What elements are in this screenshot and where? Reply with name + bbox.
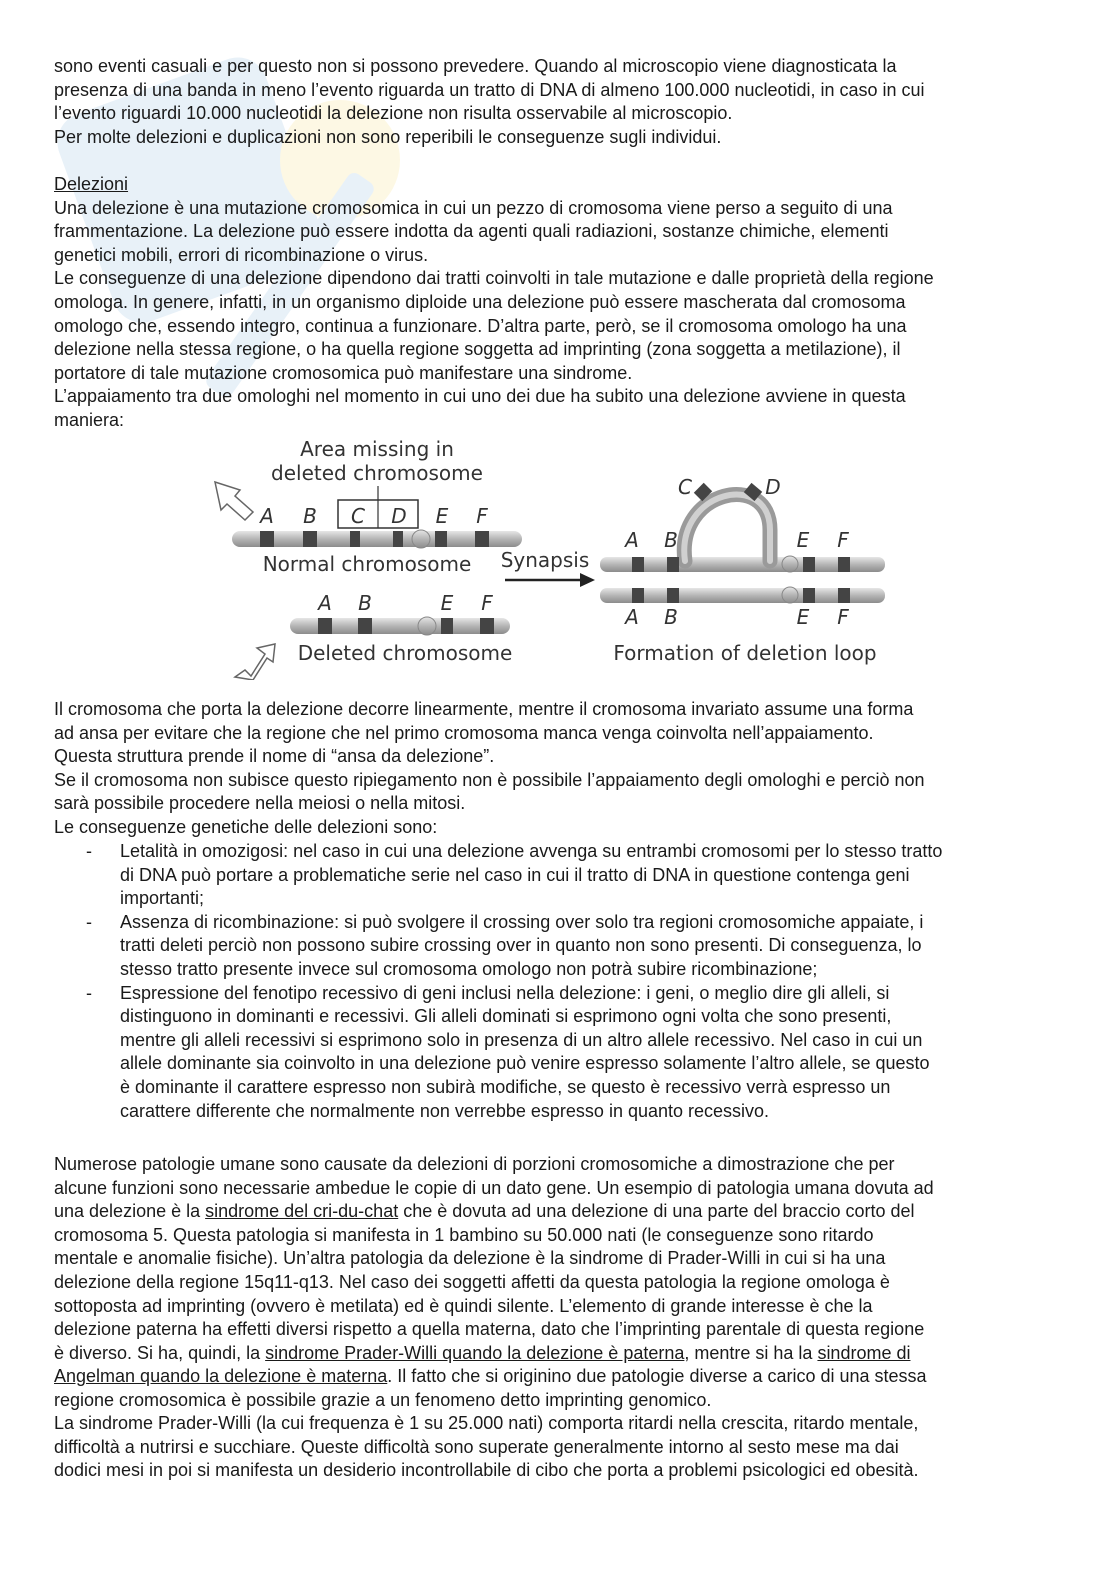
text-line: mentale e anomalie fisiche). Un’altra patologia da delezione è la sindrome di Prader-Willi in cui si ha una [54, 1248, 886, 1269]
list-item [54, 840, 1064, 911]
text-span: che è dovuta ad una delezione di una parte del braccio corto del [398, 1201, 915, 1222]
text-line: L’appaiamento tra due omologhi nel momento in cui uno dei due ha subito una delezione avviene in questa [54, 386, 906, 407]
pair-gene-label-f-bottom: F [837, 605, 849, 629]
pair-gene-label-f-top: F [837, 528, 849, 552]
deletion-loop-figure [205, 430, 905, 680]
text-line: genetici mobili, errori di ricombinazione o virus. [54, 244, 429, 265]
pair-gene-label-e-bottom: E [796, 605, 810, 629]
gene-label-e: E [435, 504, 449, 528]
text-span: , mentre si ha la [684, 1342, 818, 1363]
synapsis-arrow-head [580, 573, 595, 587]
text-line: è dominante il carattere espresso non subirà modifiche, se questo è recessivo verrà espresso un [120, 1076, 891, 1097]
text-line: l’evento riguardi 10.000 nucleotidi la delezione non risulta osservabile al microscopio. [54, 103, 733, 124]
text-line [54, 1200, 1064, 1224]
text-line: mentre gli alleli recessivi si esprimono solo in presenza di un altro allele recessivo. Nel caso in cui un [120, 1029, 923, 1050]
text-line: delezione nella stessa regione, o ha quella regione soggetta ad imprinting (zona soggetta a metilazione), il [54, 339, 901, 360]
loop-explanation [54, 698, 1064, 840]
text-line: distinguono in dominanti e recessivi. Gli alleli dominati si esprimono ogni volta che sono presenti, [120, 1006, 892, 1027]
text-line: importanti; [120, 888, 205, 909]
text-span: una delezione è la [54, 1201, 206, 1222]
text-line: Letalità in omozigosi: nel caso in cui una delezione avvenga su entrambi cromosomi per lo stesso tratto [120, 841, 943, 861]
text-line: stesso tratto presente invece sul cromosoma omologo non potrà subire ricombinazione; [120, 958, 818, 979]
text-line: La sindrome Prader-Willi (la cui frequenza è 1 su 25.000 nati) comporta ritardi nella crescita, ritardo mentale, [54, 1413, 919, 1433]
text-line: omologo che, essendo integro, continua a funzionare. D’altra parte, però, se il cromosoma omologo ha una [54, 315, 907, 336]
synapsis-label: Synapsis [500, 548, 590, 572]
pair-gene-label-e-top: E [796, 528, 810, 552]
text-line: Espressione del fenotipo recessivo di geni inclusi nella delezione: i geni, o meglio dire gli alleli, si [120, 982, 890, 1003]
deletions-section [54, 173, 1064, 433]
loop-gene-label-c: C [678, 475, 692, 499]
pair-gene-label-b-bottom: B [664, 605, 678, 629]
text-line [54, 1342, 1064, 1366]
pair-gene-label-b-top: B [664, 528, 678, 552]
deletion-loop-diagram [205, 430, 905, 680]
text-line: delezione della regione 15q11-q13. Nel caso dei soggetti affetti da questa patologia la regione omologa è [54, 1271, 890, 1292]
angelman-underlined-end: Angelman quando la delezione è materna [54, 1366, 388, 1387]
gene-label-f: F [476, 504, 488, 528]
text-line: sarà possibile procedere nella meiosi o nella mitosi. [54, 793, 466, 814]
text-line: sono eventi casuali e per questo non si possono prevedere. Quando al microscopio viene diagnosticata la [54, 56, 897, 76]
gene-label-c: C [351, 504, 365, 528]
area-missing-label-2: deleted chromosome [271, 461, 483, 485]
pair-gene-label-a-bottom: A [625, 605, 639, 629]
gene-label-b: B [303, 504, 317, 528]
area-missing-label-1: Area missing in [300, 437, 454, 461]
text-line: Le conseguenze genetiche delle delezioni sono: [54, 816, 438, 837]
text-line: tratti deleti perciò non possono subire crossing over in quanto non sono presenti. Di conseguenza, lo [120, 935, 922, 956]
text-line: delezione paterna ha effetti diversi rispetto a quella materna, dato che l’imprinting parentale di questa regione [54, 1319, 925, 1340]
text-line: Il cromosoma che porta la delezione decorre linearmente, mentre il cromosoma invariato assume una forma [54, 699, 914, 719]
prader-willi-paragraph [54, 1412, 1064, 1483]
text-line: Le conseguenze di una delezione dipendono dai tratti coinvolti in tale mutazione e dalle proprietà della regione [54, 268, 934, 289]
pathologies-paragraph [54, 1153, 1064, 1413]
list-item [54, 911, 1064, 982]
gene-label-a: A [260, 504, 274, 528]
text-line: portatore di tale mutazione cromosomica può manifestare una sindrome. [54, 362, 633, 383]
text-line: di DNA può portare a problematiche serie nel caso in cui il tratto di DNA in questione contenga geni [120, 864, 910, 885]
normal-pointer-arrow [215, 482, 253, 520]
angelman-underlined-start: sindrome di [817, 1342, 911, 1363]
consequences-list [54, 840, 1064, 1123]
pair-gene-label-a-top: A [625, 528, 639, 552]
deleted-chromosome [290, 617, 510, 635]
normal-chromosome-label: Normal chromosome [262, 552, 472, 576]
deletion-loop-label: Formation of deletion loop [613, 641, 877, 665]
text-line: dodici mesi in poi si manifesta un desiderio incontrollabile di cibo che porta a problemi psicologici ed obesità. [54, 1460, 919, 1481]
loop-gene-label-d: D [765, 475, 781, 499]
text-line: sottoposta ad imprinting (ovvero è metilata) ed è quindi silente. L’elemento di grande interesse è che la [54, 1295, 873, 1316]
text-line: allele dominante sia coinvolto in una delezione può venire espresso solamente l’altro allele, se questo [120, 1053, 930, 1074]
bullet-dash: - [86, 841, 92, 861]
text-line: carattere differente che normalmente non verrebbe espresso in quanto recessivo. [120, 1100, 770, 1121]
text-line: ad ansa per evitare che la regione che nel primo cromosoma manca venga coinvolta nell’appaiamento. [54, 722, 874, 743]
deleted-gene-label-b: B [358, 591, 372, 615]
prader-willi-underlined: sindrome Prader-Willi quando la delezione è paterna [265, 1342, 685, 1363]
intro-paragraph [54, 55, 1064, 149]
deleted-gene-label-e: E [440, 591, 454, 615]
text-line: presenza di una banda in meno l’evento riguarda un tratto di DNA di almeno 100.000 nucleotidi, in caso in cui [54, 79, 925, 100]
text-line: Numerose patologie umane sono causate da delezioni di porzioni cromosomiche a dimostrazione che per [54, 1154, 895, 1174]
list-item [54, 982, 1064, 1124]
gene-label-d: D [391, 504, 407, 528]
bullet-dash: - [86, 982, 92, 1003]
text-line: maniera: [54, 409, 125, 430]
text-line: alcune funzioni sono necessarie ambedue le copie di un dato gene. Un esempio di patologia umana dovuta ad [54, 1177, 934, 1198]
section-title: Delezioni [54, 174, 129, 194]
deleted-gene-label-a: A [318, 591, 332, 615]
normal-chromosome [232, 530, 522, 548]
text-span: . Il fatto che si originino due patologie diverse a carico di una stessa [387, 1366, 927, 1387]
text-line [54, 1365, 1064, 1389]
text-line: difficoltà a nutrirsi e succhiare. Queste difficoltà sono superate generalmente intorno al sesto mese ma dai [54, 1436, 899, 1457]
text-line: Per molte delezioni e duplicazioni non sono reperibili le conseguenze sugli individui. [54, 126, 722, 147]
cri-du-chat-link: sindrome del cri-du-chat [205, 1201, 399, 1222]
text-span: è diverso. Si ha, quindi, la [54, 1342, 266, 1363]
text-line: cromosoma 5. Questa patologia si manifesta in 1 bambino su 50.000 nati (le conseguenze sono ritardo [54, 1224, 874, 1245]
deleted-pointer-arrow [235, 644, 275, 680]
text-line: Una delezione è una mutazione cromosomica in cui un pezzo di cromosoma viene perso a seguito di una [54, 197, 893, 218]
text-line: Se il cromosoma non subisce questo ripiegamento non è possibile l’appaiamento degli omologhi e perciò non [54, 769, 925, 790]
text-line: Questa struttura prende il nome di “ansa da delezione”. [54, 746, 495, 767]
deleted-gene-label-f: F [481, 591, 493, 615]
text-line: Assenza di ricombinazione: si può svolgere il crossing over solo tra regioni cromosomiche appaiate, i [120, 911, 924, 932]
text-line: omologa. In genere, infatti, in un organismo diploide una delezione può essere mascherata dal cromosoma [54, 291, 906, 312]
text-line: frammentazione. La delezione può essere indotta da agenti quali radiazioni, sostanze chimiche, elementi [54, 221, 889, 242]
deleted-chromosome-label: Deleted chromosome [297, 641, 513, 665]
text-line: regione cromosomica è possibile grazie a un fenomeno detto imprinting genomico. [54, 1389, 712, 1410]
bullet-dash: - [86, 911, 92, 932]
